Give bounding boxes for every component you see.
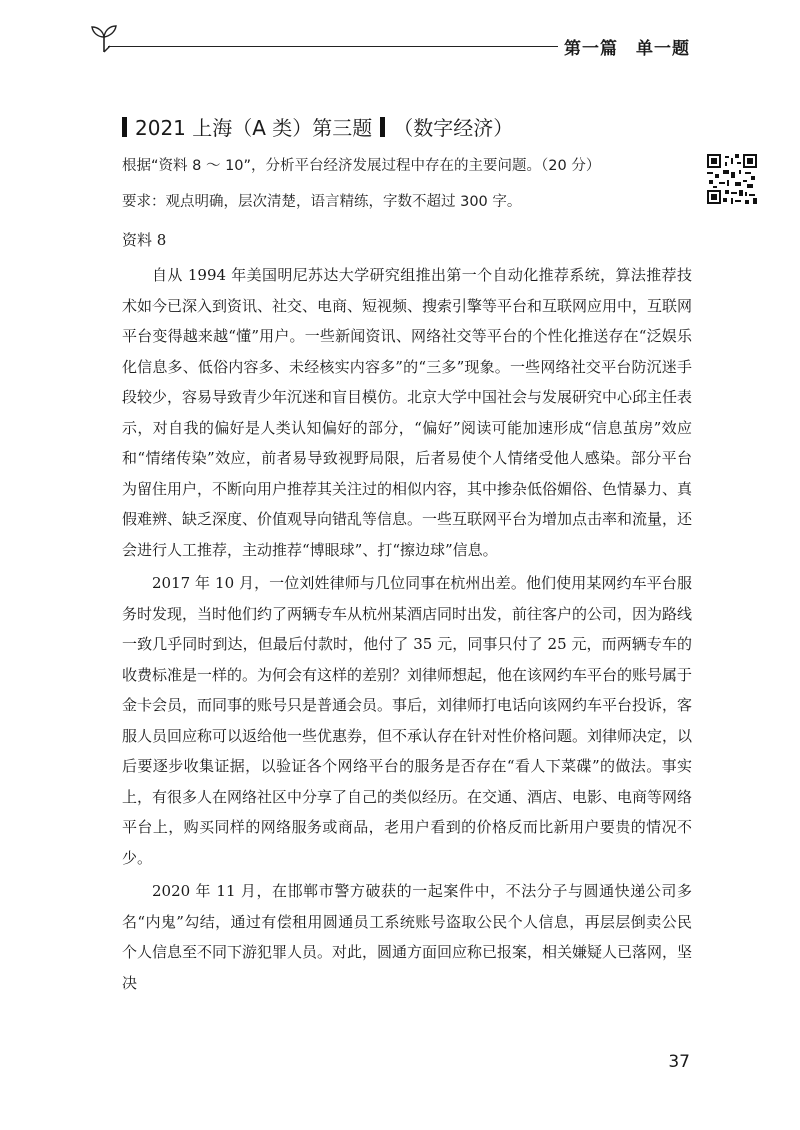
title-marker-left <box>122 117 127 137</box>
title-marker-mid <box>380 117 385 137</box>
material-label: 资料 8 <box>122 231 167 249</box>
sprout-icon <box>86 24 122 54</box>
question-title-topic: （数字经济） <box>393 116 514 140</box>
qr-code-icon[interactable] <box>707 154 757 204</box>
material-paragraph: 自从 1994 年美国明尼苏达大学研究组推出第一个自动化推荐系统，算法推荐技术如今已深入到资讯、社交、电商、短视频、搜索引擎等平台和互联网应用中，互联网平台变得越来越“懂”用户。一些新闻资讯、网络社交等平台的个性化推送存在“泛娱乐化信息多、低俗内容多、未经核实内容多”的“三多”现象。一些网络社交平台防沉迷手段较少，容易导致青少年沉迷和盲目模仿。北京大学中国社会与发展研究中心邱主任表示，对自我的偏好是人类认知偏好的部分，“偏好”阅读可能加速形成“信息茧房”效应和“情绪传染”效应，前者易导致视野局限，后者易使个人情绪受他人感染。部分平台为留住用户，不断向用户推荐其关注过的相似内容，其中掺杂低俗媚俗、色情暴力、真假难辨、缺乏深度、价值观导向错乱等信息。一些互联网平台为增加点击率和流量，还会进行人工推荐，主动推荐“博眼球”、打“擦边球”信息。 <box>122 266 693 559</box>
material-paragraph: 2020 年 11 月，在邯郸市警方破获的一起案件中，不法分子与圆通快递公司多名“内鬼”勾结，通过有偿租用圆通员工系统账号盗取公民个人信息，再层层倒卖公民个人信息至不同下游犯罪人员。对此，圆通方面回应称已报案，相关嫌疑人已落网，坚决 <box>122 882 693 992</box>
question-title <box>122 112 513 141</box>
header-rule <box>108 46 558 47</box>
question-requirement: 要求：观点明确，层次清楚，语言精练，字数不超过 300 字。 <box>122 194 522 210</box>
running-title: 第一篇 单一题 <box>564 39 690 59</box>
question-title-main: 2021 上海（A 类）第三题 <box>135 116 373 140</box>
material-paragraph: 2017 年 10 月，一位刘姓律师与几位同事在杭州出差。他们使用某网约车平台服务时发现，当时他们约了两辆专车从杭州某酒店同时出发，前往客户的公司，因为路线一致几乎同时到达，但最后付款时，他付了 35 元，同事只付了 25 元，而两辆专车的收费标准是一样的。为何会有这样的差别？刘律师想起，他在该网约车平台的账号属于金卡会员，而同事的账号只是普通会员。事后，刘律师打电话向该网约车平台投诉，客服人员回应称可以返给他一些优惠券，但不承认存在针对性价格问题。刘律师决定，以后要逐步收集证据，以验证各个网络平台的服务是否存在“看人下菜碟”的做法。事实上，有很多人在网络社区中分享了自己的类似经历。在交通、酒店、电影、电商等网络平台上，购买同样的网络服务或商品，老用户看到的价格反而比新用户要贵的情况不少。 <box>122 574 693 867</box>
question-prompt: 根据“资料 8 ～ 10”，分析平台经济发展过程中存在的主要问题。（20 分） <box>122 158 601 174</box>
page-number: 37 <box>668 1052 690 1072</box>
material-body <box>122 260 692 1001</box>
